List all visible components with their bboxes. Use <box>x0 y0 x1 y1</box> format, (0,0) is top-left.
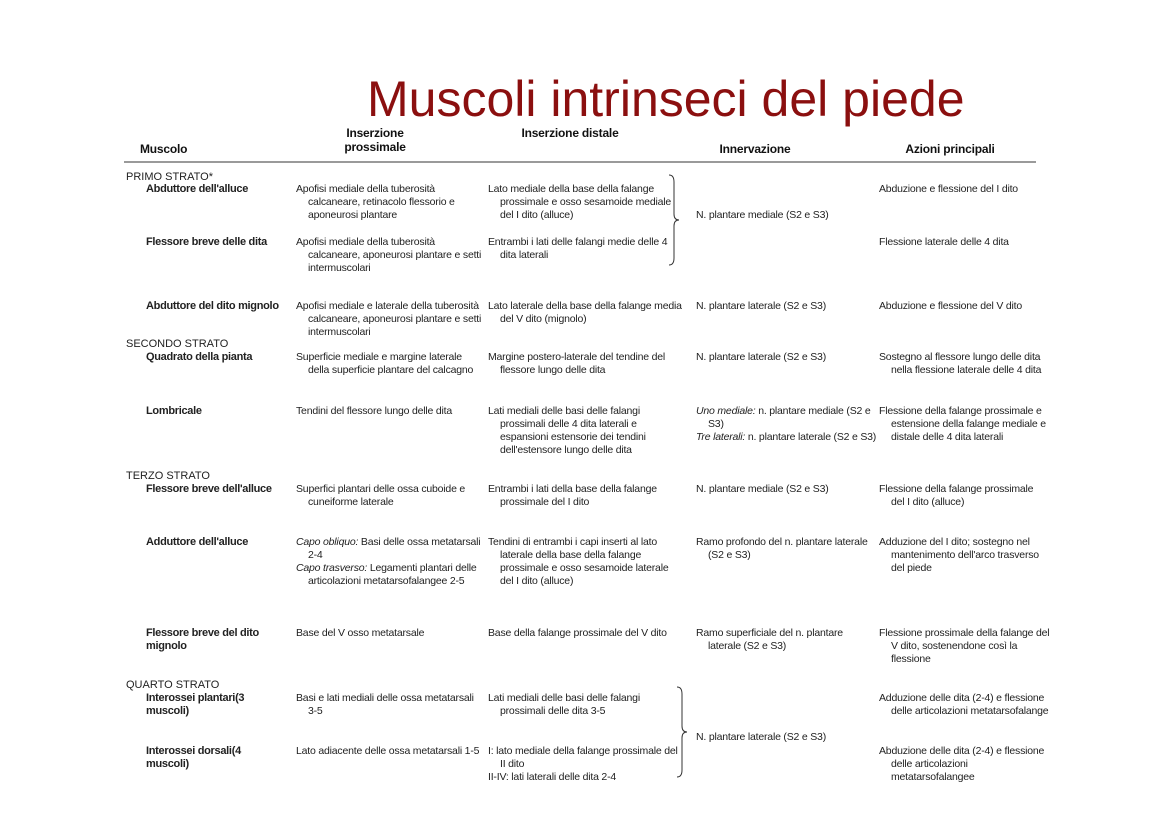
insertion-proximal: Base del V osso metatarsale <box>296 627 425 639</box>
header-azioni: Azioni principali <box>905 142 995 156</box>
header-muscolo: Muscolo <box>140 142 188 156</box>
insertion-proximal: Apofisi mediale e laterale della tuberosità calcaneare, aponeurosi plantare e setti intermuscolari <box>296 300 482 338</box>
muscle-count: (4 muscoli) <box>146 745 241 770</box>
insertion-proximal: Basi e lati mediali delle ossa metatarsali 3-5 <box>296 692 474 717</box>
insertion-distal: Entrambi i lati delle falangi medie delle 4 dita laterali <box>488 236 668 261</box>
innervation-text: n. plantare laterale (S2 e S3) <box>747 431 877 443</box>
muscle-name <box>146 692 286 718</box>
muscle-name: Abduttore dell'alluce <box>146 183 249 195</box>
insertion-distal-first: I: lato mediale della falange prossimale del II dito <box>488 745 678 770</box>
muscle-name-text: Interossei plantari <box>146 692 236 704</box>
insertion-proximal: Apofisi mediale della tuberosità calcaneare, retinacolo flessorio e aponeurosi plantare <box>296 183 455 221</box>
slide-title: Muscoli intrinseci del piede <box>367 71 965 127</box>
muscle-name: Quadrato della pianta <box>146 351 253 363</box>
muscle-name: Flessore breve del dito mignolo <box>146 627 259 652</box>
head-text: Legamenti plantari delle articolazioni metatarsofalangee 2-5 <box>308 562 477 587</box>
insertion-distal: Lati mediali delle basi delle falangi prossimali delle 4 dita laterali e espansioni estensorie dei tendini dell'estensore lungo delle dita <box>488 405 646 456</box>
muscle-name <box>146 745 286 771</box>
insertion-proximal: Tendini del flessore lungo delle dita <box>296 405 453 417</box>
muscle-count: (3 muscoli) <box>146 692 245 717</box>
innervation: Ramo superficiale del n. plantare laterale (S2 e S3) <box>696 627 843 652</box>
muscle-name: Flessore breve dell'alluce <box>146 483 272 495</box>
section-secondo-strato: SECONDO STRATO <box>126 338 229 350</box>
main-actions: Flessione della falange prossimale del I dito (alluce) <box>879 483 1034 508</box>
section-terzo-strato: TERZO STRATO <box>126 470 210 482</box>
innervation: N. plantare laterale (S2 e S3) <box>696 300 826 312</box>
muscle-name: Adduttore dell'alluce <box>146 536 249 548</box>
main-actions: Abduzione e flessione del I dito <box>879 183 1018 195</box>
innervation-medial <box>696 405 880 431</box>
insertion-distal-rest: II-IV: lati laterali delle dita 2-4 <box>488 771 617 783</box>
insertion-distal: Lato mediale della base della falange prossimale e osso sesamoide mediale del I dito (alluce) <box>488 183 672 221</box>
insertion-distal: Margine postero-laterale del tendine del flessore lungo delle dita <box>488 351 666 376</box>
insertion-distal: Tendini di entrambi i capi inserti al lato laterale della base della falange prossimale e osso sesamoide laterale del I dito (alluce) <box>488 536 669 587</box>
header-divider <box>124 161 1036 163</box>
header-innervazione: Innervazione <box>719 142 791 156</box>
header-distale: Inserzione distale <box>521 126 619 140</box>
insertion-proximal: Superfici plantari delle ossa cuboide e cuneiforme laterale <box>296 483 466 508</box>
section-primo-strato: PRIMO STRATO* <box>126 171 213 183</box>
insertion-distal: Entrambi i lati della base della falange prossimale del I dito <box>488 483 657 508</box>
head-label: Capo trasverso: <box>296 562 368 574</box>
head-label: Capo obliquo: <box>296 536 359 548</box>
innervation: N. plantare mediale (S2 e S3) <box>696 483 829 495</box>
insertion-proximal: Apofisi mediale della tuberosità calcaneare, aponeurosi plantare e setti intermuscolari <box>296 236 482 274</box>
section-quarto-strato: QUARTO STRATO <box>126 679 220 691</box>
insertion-proximal-oblique <box>296 536 483 562</box>
main-actions: Abduzione delle dita (2-4) e flessione delle articolazioni metatarsofalangee <box>879 745 1045 783</box>
insertion-proximal: Superficie mediale e margine laterale della superficie plantare del calcagno <box>296 351 474 376</box>
innervation-lateral <box>696 431 880 444</box>
innervation-label: Tre laterali: <box>696 431 746 443</box>
main-actions: Sostegno al flessore lungo delle dita nella flessione laterale delle 4 dita <box>879 351 1042 376</box>
main-actions: Flessione laterale delle 4 dita <box>879 236 1009 248</box>
innervation: N. plantare laterale (S2 e S3) <box>696 351 826 363</box>
innervation-text: n. plantare mediale (S2 e S3) <box>708 405 871 430</box>
muscle-name: Abduttore del dito mignolo <box>146 300 279 312</box>
muscle-name: Flessore breve delle dita <box>146 236 267 248</box>
insertion-distal: Base della falange prossimale del V dito <box>488 627 667 639</box>
muscle-name-text: Interossei dorsali <box>146 745 232 757</box>
insertion-distal: Lato laterale della base della falange media del V dito (mignolo) <box>488 300 682 325</box>
main-actions: Abduzione e flessione del V dito <box>879 300 1023 312</box>
main-actions: Adduzione del I dito; sostegno nel mantenimento dell'arco trasverso del piede <box>879 536 1039 574</box>
innervation-shared-primo: N. plantare mediale (S2 e S3) <box>696 209 829 221</box>
innervation-shared-quarto: N. plantare laterale (S2 e S3) <box>696 731 826 743</box>
header-prossimale: Inserzione prossimale <box>344 126 406 154</box>
innervation-label: Uno mediale: <box>696 405 756 417</box>
head-text: Basi delle ossa metatarsali 2-4 <box>308 536 481 561</box>
main-actions: Flessione della falange prossimale e estensione della falange mediale e distale delle 4 dita laterali <box>879 405 1046 443</box>
innervation: Ramo profondo del n. plantare laterale (S2 e S3) <box>696 536 868 561</box>
insertion-proximal-transverse <box>296 562 483 588</box>
main-actions: Adduzione delle dita (2-4) e flessione delle articolazioni metatarsofalange <box>879 692 1049 717</box>
main-actions: Flessione prossimale della falange del V dito, sostenendone così la flessione <box>879 627 1050 665</box>
insertion-proximal: Lato adiacente delle ossa metatarsali 1-5 <box>296 745 480 757</box>
muscle-name: Lombricale <box>146 405 202 417</box>
insertion-distal: Lati mediali delle basi delle falangi prossimali delle dita 3-5 <box>488 692 640 717</box>
